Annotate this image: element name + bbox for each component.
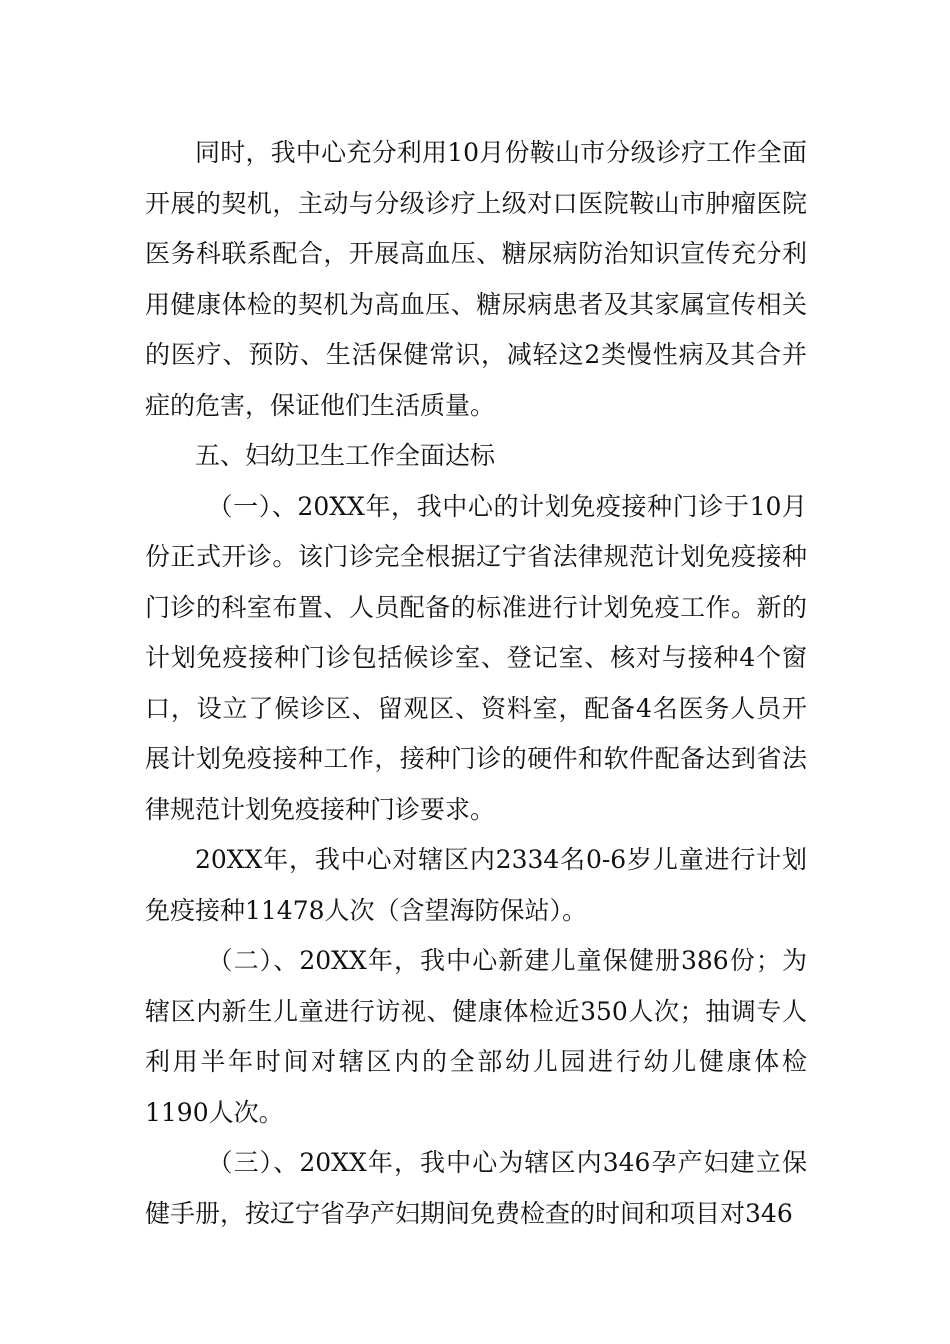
paragraph-immunization-clinic: （一）、20XX年，我中心的计划免疫接种门诊于10月份正式开诊。该门诊完全根据辽宁省法律规范计划免疫接种门诊的科室布置、人员配备的标准进行计划免疫工作。新的计划免疫接种门诊包括候诊室、登记室、核对与接种4个窗口，设立了候诊区、留观区、资料室，配备4名医务人员开展计划免疫接种工作，接种门诊的硬件和软件配备达到省法律规范计划免疫接种门诊要求。 [145,491,807,824]
document-body [145,128,807,1239]
section-heading-maternal-child: 五、妇幼卫生工作全面达标 [195,441,496,470]
paragraph-maternal-health: （三）、20XX年，我中心为辖区内346孕产妇建立保健手册，按辽宁省孕产妇期间免费检查的时间和项目对346 [145,1148,807,1228]
paragraph-child-health: （二）、20XX年，我中心新建儿童保健册386份；为辖区内新生儿童进行访视、健康体检近350人次；抽调专人利用半年时间对辖区内的全部幼儿园进行幼儿健康体检1190人次。 [145,946,807,1127]
paragraph-chronic-disease: 同时，我中心充分利用10月份鞍山市分级诊疗工作全面开展的契机，主动与分级诊疗上级对口医院鞍山市肿瘤医院医务科联系配合，开展高血压、糖尿病防治知识宣传充分利用健康体检的契机为高血压、糖尿病患者及其家属宣传相关的医疗、预防、生活保健常识，减轻这2类慢性病及其合并症的危害，保证他们生活质量。 [145,138,807,420]
paragraph-immunization-stats: 20XX年，我中心对辖区内2334名0-6岁儿童进行计划免疫接种11478人次（含望海防保站）。 [145,845,807,925]
